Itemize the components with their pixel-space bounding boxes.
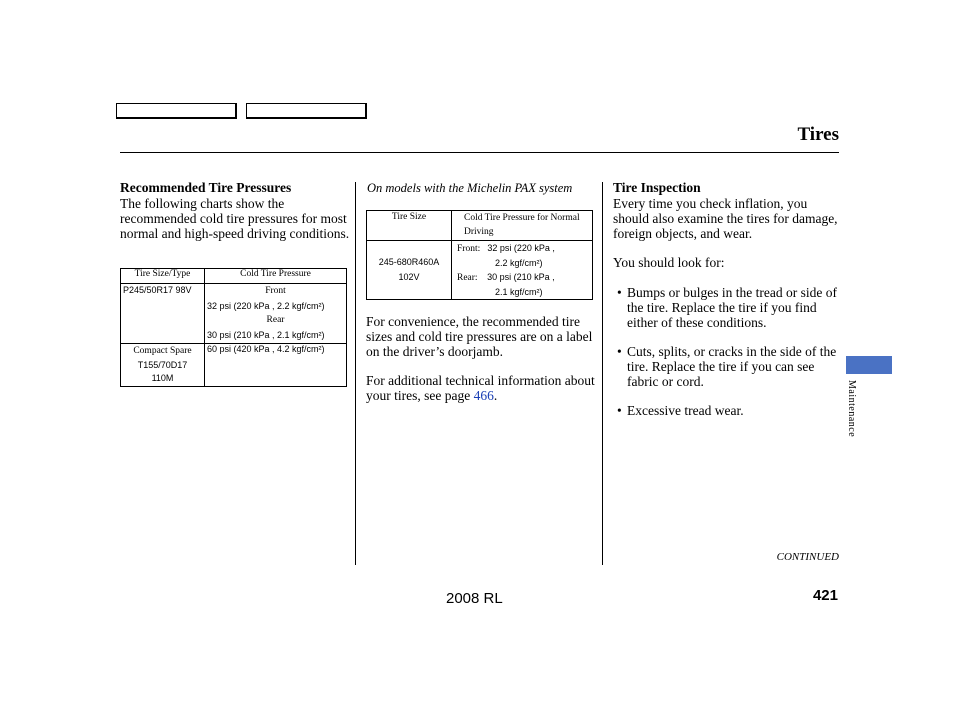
technical-info-paragraph xyxy=(366,373,596,403)
table-row-2-pressure: 60 psi (420 kPa , 4.2 kgf/cm²) xyxy=(205,344,347,387)
bullet-dot: • xyxy=(617,285,622,300)
tire-inspection-text: Every time you check inflation, you should also examine the tires for damage, foreign objects, and wear. xyxy=(613,196,838,241)
recommended-pressures-heading: Recommended Tire Pressures xyxy=(120,180,292,195)
page-number: 421 xyxy=(812,587,838,604)
spare-size-line-1: T155/70D17 xyxy=(137,359,188,370)
table-header-size: Tire Size/Type xyxy=(121,269,205,284)
bullet-dot: • xyxy=(617,344,622,359)
maintenance-side-label: Maintenance xyxy=(846,380,857,438)
rear-pressure: 30 psi (210 kPa , 2.1 kgf/cm²) xyxy=(207,329,325,340)
pax-front-value-1: 32 psi (220 kPa , xyxy=(487,243,555,253)
technical-info-period: . xyxy=(493,388,498,403)
bullet-text: Bumps or bulges in the tread or side of the tire. Replace the tire if you find either of these conditions. xyxy=(627,285,837,330)
pax-rear-label: Rear: xyxy=(457,273,478,283)
pax-front-value-2: 2.2 kgf/cm²) xyxy=(495,258,543,268)
recommended-pressures-text: The following charts show the recommended cold tire pressures for most normal and high-speed driving conditions. xyxy=(120,196,350,241)
spare-size-line-2: 110M xyxy=(151,373,174,383)
pax-pressure-cell xyxy=(452,241,593,300)
table-row-1-pressure xyxy=(205,284,347,344)
rear-label: Rear xyxy=(266,315,285,325)
nav-box-2[interactable] xyxy=(246,103,367,119)
continued-label: CONTINUED xyxy=(776,551,839,563)
page-title: Tires xyxy=(797,124,839,145)
pax-rear-value-1: 30 psi (210 kPa , xyxy=(487,272,555,282)
bullet-item-2 xyxy=(617,344,842,389)
bullet-dot: • xyxy=(617,403,622,418)
model-label: 2008 RL xyxy=(446,590,503,607)
bullet-item-3 xyxy=(617,403,842,418)
doorjamb-paragraph: For convenience, the recommended tire sizes and cold tire pressures are on a label on the driver’s doorjamb. xyxy=(366,314,593,359)
maintenance-section-tab[interactable] xyxy=(846,356,892,374)
pax-front-label: Front: xyxy=(457,244,481,254)
nav-box-1[interactable] xyxy=(116,103,237,119)
column-divider-1 xyxy=(355,182,356,565)
pax-header-pressure: Cold Tire Pressure for Normal Driving xyxy=(452,211,593,241)
pax-size-line-2: 102V xyxy=(398,272,420,282)
bullet-text: Excessive tread wear. xyxy=(627,403,744,418)
table-row-2-size xyxy=(121,344,205,387)
bullet-text: Cuts, splits, or cracks in the side of the tire. Replace the tire if you can see fabric or cord. xyxy=(627,344,837,389)
tire-pressure-table xyxy=(120,268,347,387)
front-pressure: 32 psi (220 kPa , 2.2 kgf/cm²) xyxy=(207,300,325,311)
page-466-link[interactable]: 466 xyxy=(473,388,494,403)
pax-rear-value-2: 2.1 kgf/cm²) xyxy=(495,287,543,297)
pax-caption: On models with the Michelin PAX system xyxy=(367,181,573,195)
pax-header-size: Tire Size xyxy=(367,211,452,241)
pax-size-line-1: 245-680R460A xyxy=(378,257,440,267)
look-for-text: You should look for: xyxy=(613,255,725,270)
table-header-pressure: Cold Tire Pressure xyxy=(205,269,347,284)
pax-pressure-table xyxy=(366,210,593,300)
bullet-item-1 xyxy=(617,285,842,330)
pax-size-cell xyxy=(367,241,452,300)
tire-inspection-heading: Tire Inspection xyxy=(613,180,701,195)
table-row-1-size: P245/50R17 98V xyxy=(121,284,205,344)
front-label: Front xyxy=(265,286,286,296)
column-divider-2 xyxy=(602,182,603,565)
header-rule xyxy=(120,152,839,153)
compact-spare-label: Compact Spare xyxy=(133,346,192,356)
technical-info-text: For additional technical information about your tires, see page xyxy=(366,373,595,403)
